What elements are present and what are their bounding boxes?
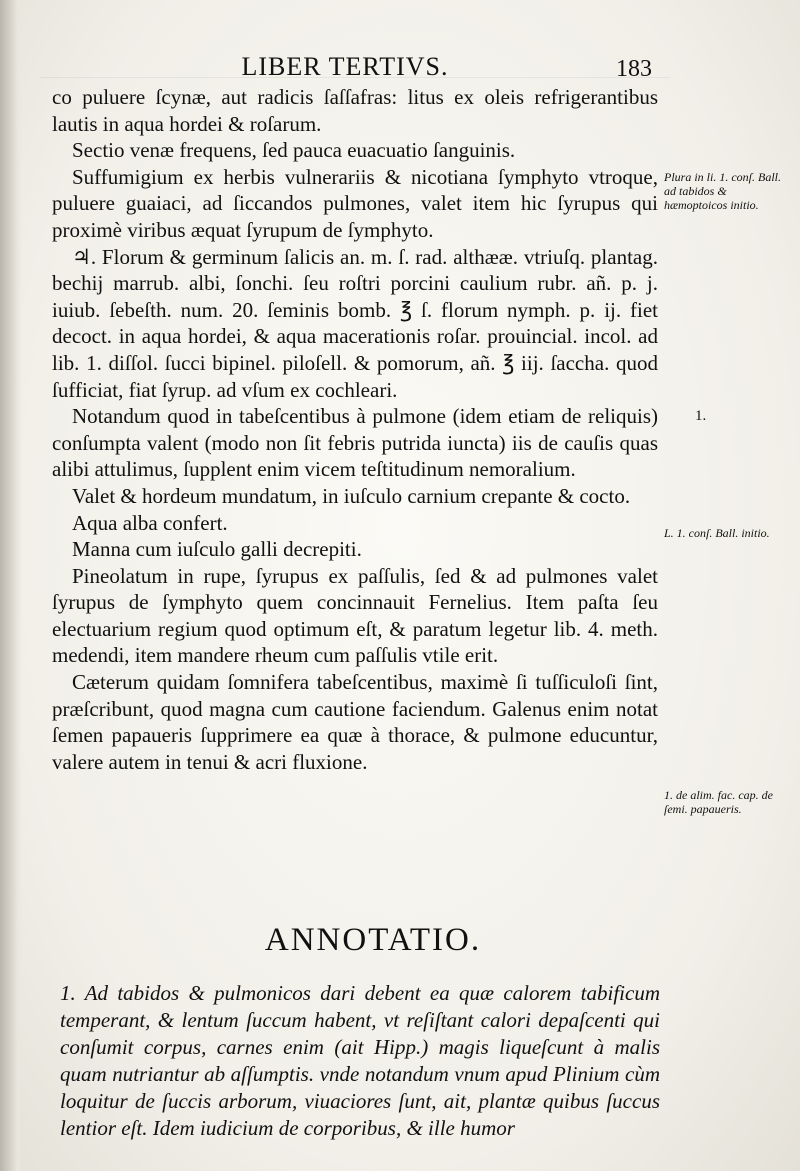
paragraph: Sectio venæ frequens, ſed pauca euacuatio ſanguinis. — [72, 138, 516, 163]
annotation-number: 1. — [60, 981, 76, 1005]
recipe-paragraph: ♃. Florum & germinum ſalicis an. m. ſ. rad. althææ. vtriuſq. plantag. bechij marrub. albi, ſonchi. ſeu roſtri porcini caulium rubr. añ. p. j. iuiub. ſebeſth. num. 20. ſeminis bomb. ℥ ſ. florum nymph. p. ij. fiet decoct. in aqua hordei, & aqua macerationis roſar. prouincial. incol. ad lib. 1. diſſol. ſucci bipinel. piloſell. & pomorum, añ. ℥ iij. ſaccha. quod ſufficiat, fiat ſyrup. ad vſum ex cochleari. — [52, 244, 658, 402]
section-heading: ANNOTATIO. — [264, 922, 482, 958]
page-gutter-shadow — [0, 0, 22, 1171]
paragraph: co puluere ſcynæ, aut radicis ſaſſafras: litus ex oleis refrigerantibus lautis in aqua hordei & roſarum. — [52, 85, 658, 136]
main-text — [52, 84, 658, 775]
paragraph: Valet & hordeum mundatum, in iuſculo carnium crepante & cocto. — [72, 483, 631, 508]
margin-number: 1. — [695, 408, 707, 424]
margin-note: L. 1. conſ. Ball. initio. — [664, 526, 770, 540]
paragraph: Pineolatum in rupe, ſyrupus ex paſſulis, ſed & ad pulmones valet ſyrupus de ſymphyto quem concinnauit Fernelius. Item paſta ſeu electuarium regium quod optimum eſt, & paratum legetur lib. 4. meth. medendi, item mandere rheum cum paſſulis vtile erit. — [52, 563, 658, 668]
margin-note: Plura in li. 1. conſ. Ball. ad tabidos & hæmoptoicos initio. — [664, 170, 781, 212]
annotation-text — [60, 980, 660, 1142]
paragraph: Suffumigium ex herbis vulnerariis & nicotiana ſymphyto vtroque, puluere guaiaci, ad ſiccandos pulmones, valet item hic ſyrupus qui proximè viribus æquat ſyrupum de ſymphyto. — [52, 164, 658, 242]
paragraph: Aqua alba confert. — [72, 510, 228, 535]
paragraph: Cæterum quidam ſomnifera tabeſcentibus, maximè ſi tuſſiculoſi ſint, præſcribunt, quod magna cum cautione faciendum. Galenus enim notat ſemen papaueris ſupprimere ea quæ à thorace, & pulmone educuntur, valere autem in tenui & acri fluxione. — [52, 670, 658, 774]
paragraph: Notandum quod in tabeſcentibus à pulmone (idem etiam de reliquis) conſumpta valent (modo non ſit febris putrida iuncta) iis de cauſis quas alibi attulimus, ſupplent enim vicem teſtitudinum nemoralium. — [52, 404, 658, 482]
margin-note: 1. de alim. fac. cap. de ſemi. papaueris. — [664, 788, 773, 816]
annotation-body: Ad tabidos & pulmonicos dari debent ea quæ calorem tabificum temperant, & lentum ſuccum habent, vt reſiſtant calori depaſcenti qui conſumit corpus, carnes enim (ait Hipp.) magis liqueſcunt à malis quam nutriantur ab aſſumptis. vnde notandum vnum apud Plinium cùm loquitur de ſuccis arborum, viuaciores ſunt, ait, plantæ quibus ſuccus lentior eſt. Idem iudicium de corporibus, & ille humor — [60, 981, 660, 1140]
running-head: LIBER TERTIVS. — [241, 52, 449, 81]
page-number: 183 — [616, 56, 652, 82]
paragraph: Manna cum iuſculo galli decrepiti. — [72, 537, 362, 562]
